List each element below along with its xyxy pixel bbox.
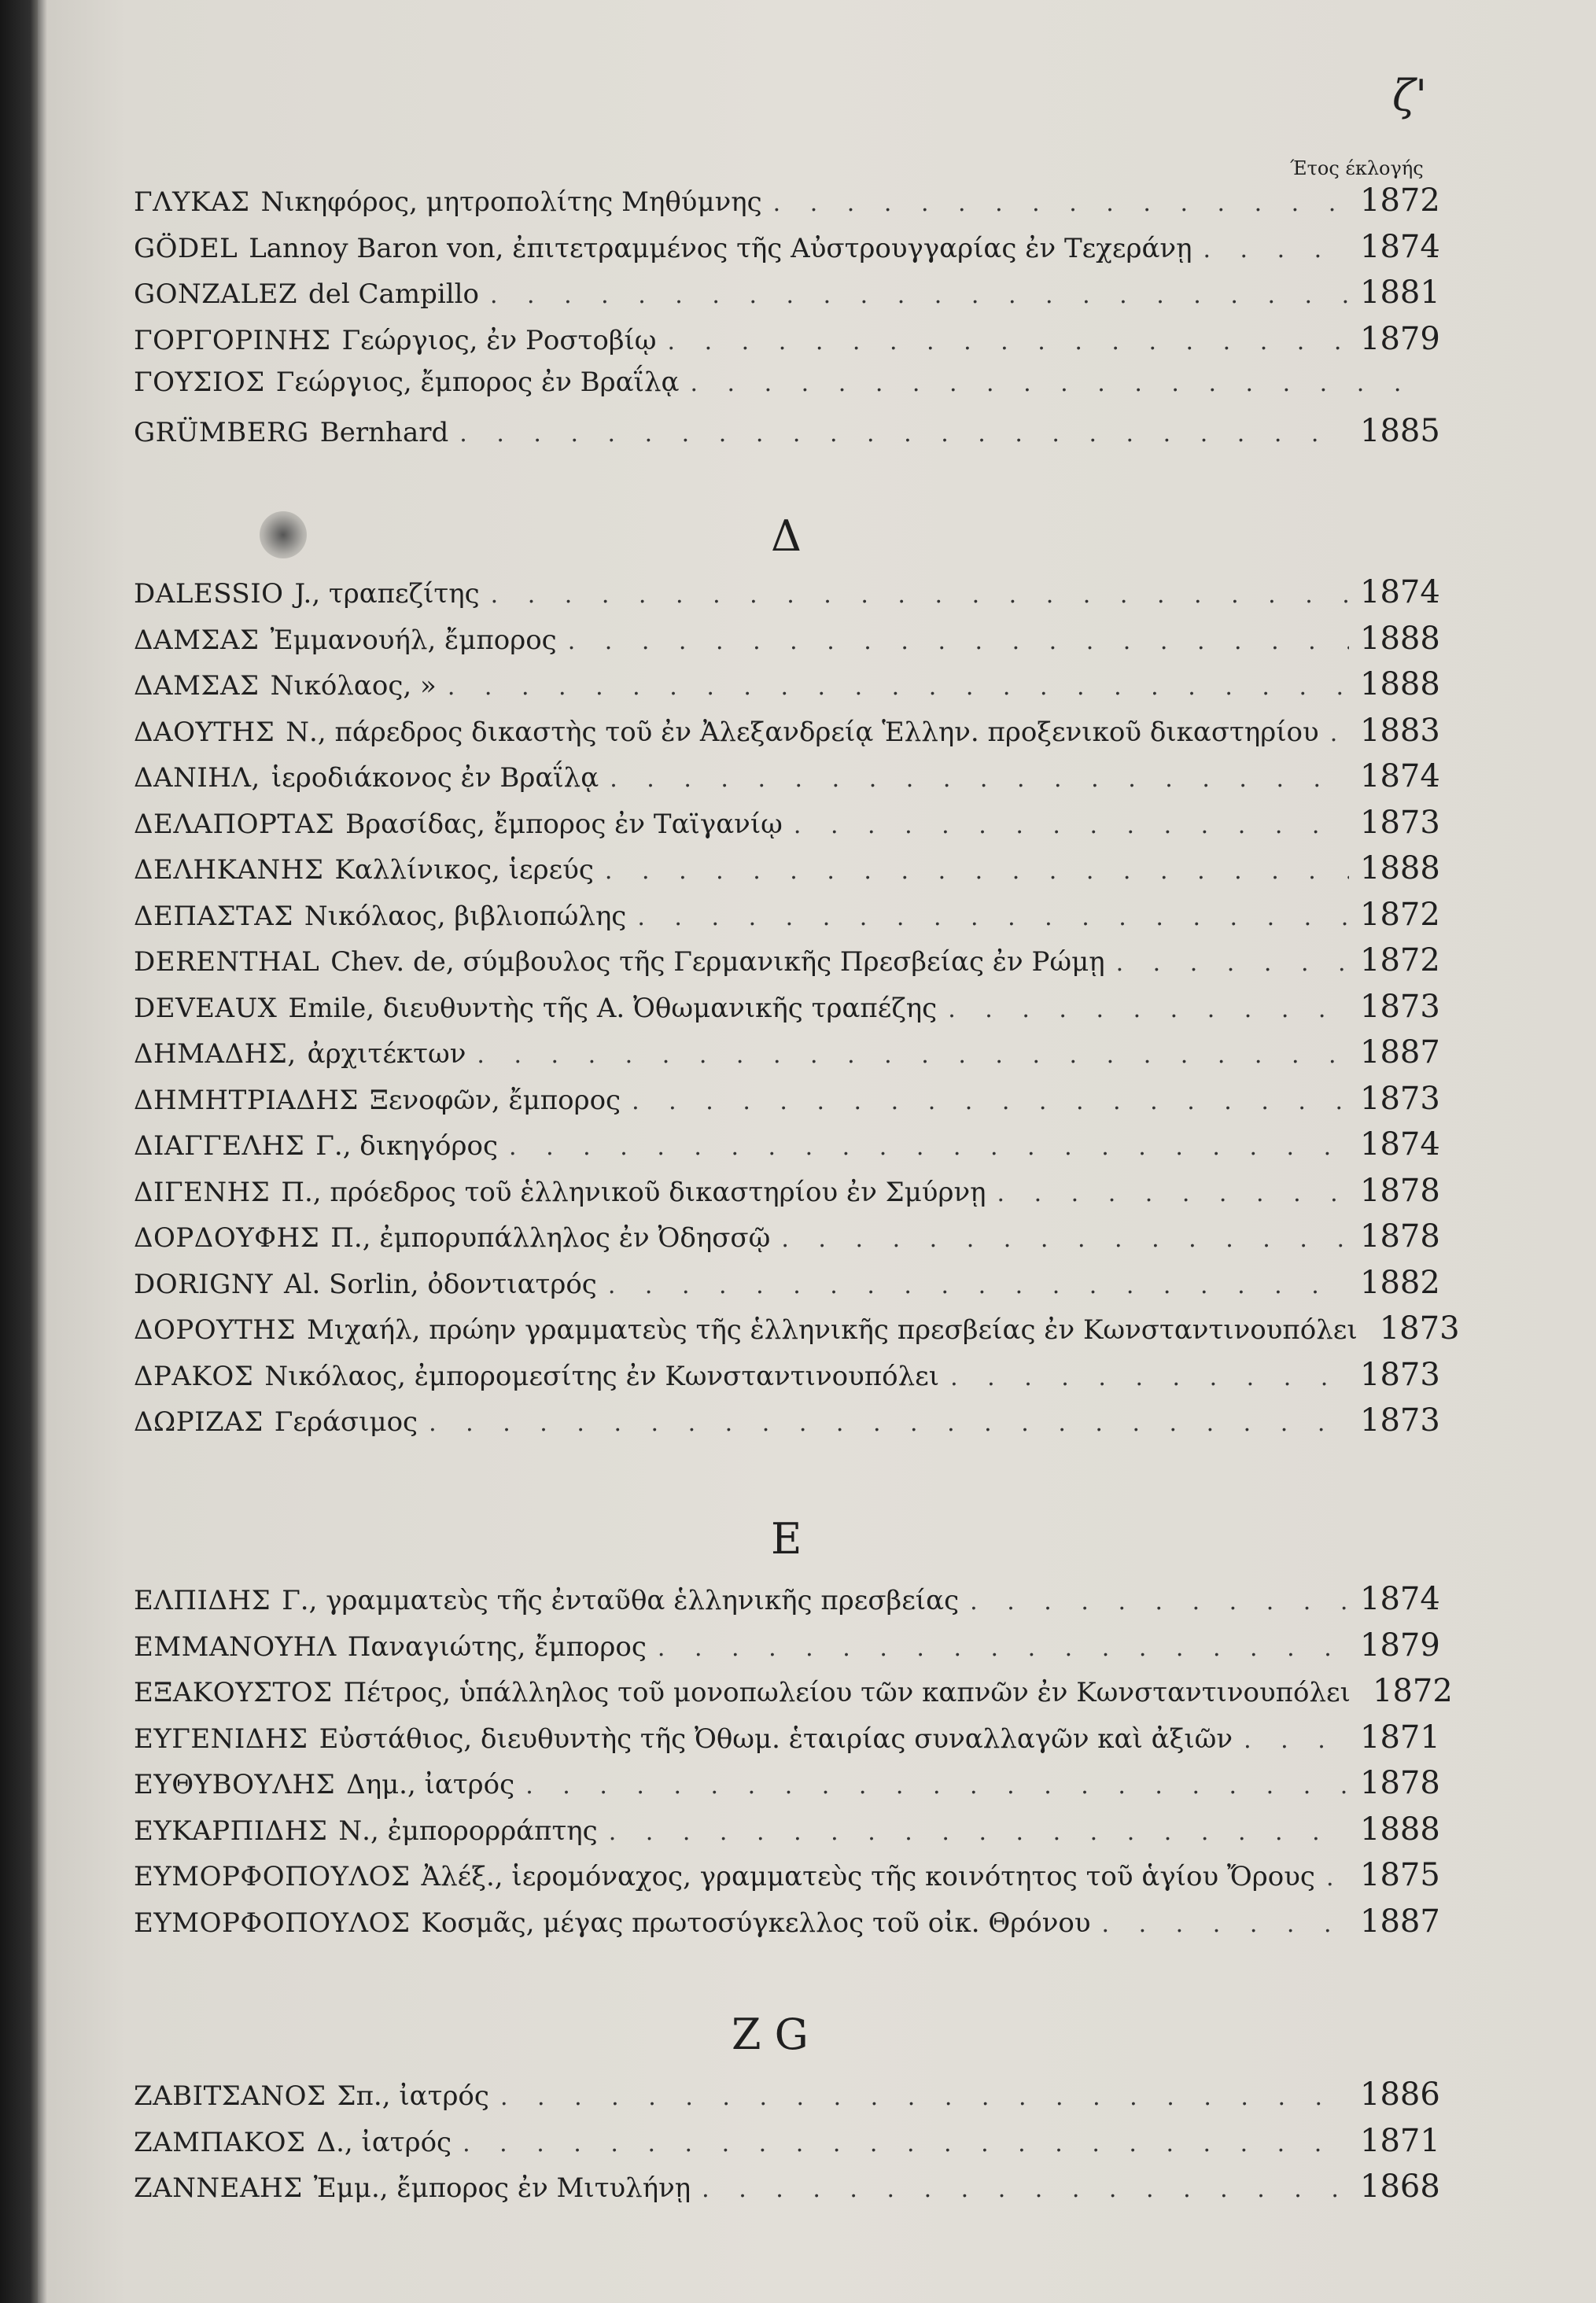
index-entry bbox=[134, 1357, 1439, 1402]
entry-name: ΔΗΜΑΔΗΣ, bbox=[134, 1038, 297, 1070]
index-entry bbox=[134, 229, 1439, 275]
leader-dots bbox=[1203, 236, 1349, 263]
leader-dots bbox=[448, 673, 1349, 701]
entry-name: ΔΗΜΗΤΡΙΑΔΗΣ bbox=[134, 1084, 359, 1116]
entry-year: 1881 bbox=[1360, 275, 1440, 311]
entry-year: 1883 bbox=[1360, 712, 1440, 749]
index-entry bbox=[134, 413, 1439, 459]
entry-description: Bernhard bbox=[319, 416, 449, 448]
entry-description: Π., πρόεδρος τοῦ ἑλληνικοῦ δικαστηρίου ἐν Σμύρνῃ bbox=[281, 1176, 986, 1208]
index-entry bbox=[134, 1903, 1439, 1949]
entry-name: ΔΩΡΙΖΑΣ bbox=[134, 1406, 264, 1438]
entry-description: Chev. de, σύμβουλος τῆς Γερμανικῆς Πρεσβείας ἐν Ρώμῃ bbox=[330, 946, 1105, 978]
index-entry bbox=[134, 1811, 1439, 1857]
entry-year: 1868 bbox=[1360, 2169, 1440, 2205]
entry-description: Νικόλαος, » bbox=[270, 670, 437, 702]
leader-dots bbox=[1102, 1911, 1349, 1938]
entry-year: 1886 bbox=[1360, 2076, 1440, 2113]
entry-name: ΔΕΛΑΠΟΡΤΑΣ bbox=[134, 808, 335, 840]
entry-name: ΔΟΡΟΥΤΗΣ bbox=[134, 1314, 296, 1346]
book-binding bbox=[0, 0, 38, 2303]
leader-dots bbox=[477, 1041, 1349, 1069]
index-entry bbox=[134, 989, 1439, 1034]
entry-year: 1888 bbox=[1360, 1811, 1440, 1848]
entry-year: 1887 bbox=[1360, 1903, 1440, 1940]
index-entry bbox=[134, 1765, 1439, 1811]
entry-year: 1882 bbox=[1360, 1264, 1440, 1301]
entry-description: Σπ., ἰατρός bbox=[337, 2080, 489, 2112]
entry-name: DORIGNY bbox=[134, 1268, 274, 1300]
entry-description: Al. Sorlin, ὀδοντιατρός bbox=[284, 1268, 597, 1300]
entry-description: Γεώργιος, ἔμπορος ἐν Βραΐλᾳ bbox=[275, 367, 680, 398]
entry-name: DALESSIO bbox=[134, 578, 284, 610]
entry-year: 1875 bbox=[1360, 1857, 1440, 1893]
entry-year: 1871 bbox=[1360, 1719, 1440, 1756]
index-entry bbox=[134, 182, 1439, 228]
page-number: ζ' bbox=[1392, 71, 1428, 120]
index-entry bbox=[134, 1173, 1439, 1218]
entry-name: ΕΛΠΙΔΗΣ bbox=[134, 1585, 271, 1616]
entry-year: 1885 bbox=[1360, 412, 1440, 449]
leader-dots bbox=[500, 2084, 1349, 2111]
entry-name: GÖDEL bbox=[134, 232, 238, 264]
entry-description: Δημ., ἰατρός bbox=[346, 1769, 515, 1800]
entry-description: Π., ἐμπορυπάλληλος ἐν Ὀδησσῷ bbox=[330, 1222, 771, 1254]
entry-description: Πέτρος, ὑπάλληλος τοῦ μονοπωλείου τῶν καπνῶν ἐν Κωνσταντινουπόλει bbox=[343, 1677, 1351, 1708]
entry-year: 1872 bbox=[1373, 1673, 1453, 1709]
entry-name: ΕΥΜΟΡΦΟΠΟΥΛΟΣ bbox=[134, 1861, 411, 1892]
entry-description: Παναγιώτης, ἔμπορος bbox=[347, 1631, 647, 1663]
entry-description: Γεράσιμος bbox=[274, 1406, 418, 1438]
index-entry bbox=[134, 2123, 1439, 2169]
leader-dots bbox=[509, 1133, 1349, 1161]
index-entry bbox=[134, 621, 1439, 666]
index-entry bbox=[134, 1034, 1439, 1080]
leader-dots bbox=[608, 1272, 1349, 1299]
entry-year: 1879 bbox=[1360, 1627, 1440, 1664]
entry-name: ΔΑΜΣΑΣ bbox=[134, 624, 260, 656]
entry-description: Βρασίδας, ἔμπορος ἐν Ταϊγανίῳ bbox=[345, 808, 783, 840]
entry-year: 1873 bbox=[1360, 1080, 1440, 1117]
leader-dots bbox=[1244, 1726, 1349, 1754]
index-entry bbox=[134, 1310, 1460, 1356]
ink-stain bbox=[260, 511, 307, 558]
entry-year: 1888 bbox=[1360, 620, 1440, 657]
index-entry bbox=[134, 1627, 1439, 1673]
year-column-header: Έτος έκλογής bbox=[1290, 157, 1424, 179]
entry-year: 1871 bbox=[1360, 2122, 1440, 2159]
entry-description: Καλλίνικος, ἱερεύς bbox=[334, 854, 594, 886]
leader-dots bbox=[781, 1225, 1349, 1253]
index-entry bbox=[134, 1673, 1453, 1719]
leader-dots bbox=[1326, 1864, 1349, 1892]
leader-dots bbox=[950, 1364, 1349, 1391]
index-entry bbox=[134, 1081, 1439, 1126]
index-entry bbox=[134, 275, 1439, 320]
entry-year: 1873 bbox=[1360, 1356, 1440, 1393]
entry-name: DEVEAUX bbox=[134, 992, 278, 1024]
leader-dots bbox=[1116, 949, 1349, 977]
leader-dots bbox=[794, 812, 1349, 839]
entry-description: ἀρχιτέκτων bbox=[307, 1038, 466, 1070]
entry-year: 1878 bbox=[1360, 1172, 1440, 1209]
index-entry bbox=[134, 1857, 1439, 1903]
entry-year: 1872 bbox=[1360, 942, 1440, 978]
index-entry bbox=[134, 942, 1439, 988]
leader-dots bbox=[429, 1409, 1349, 1437]
entry-year: 1873 bbox=[1360, 804, 1440, 841]
entry-year: 1887 bbox=[1360, 1034, 1440, 1070]
entry-description: Ἐμμ., ἔμπορος ἐν Μιτυλήνῃ bbox=[313, 2172, 691, 2204]
leader-dots bbox=[459, 420, 1349, 448]
index-entry bbox=[134, 367, 1439, 412]
index-entry bbox=[134, 1402, 1439, 1448]
leader-dots bbox=[773, 190, 1349, 217]
entry-year: 1874 bbox=[1360, 1581, 1440, 1617]
entry-description: Γεώργιος, ἐν Ροστοβίῳ bbox=[341, 324, 657, 356]
entry-name: ΕΜΜΑΝΟΥΗΛ bbox=[134, 1631, 337, 1663]
entry-name: ΓΟΥΣΙΟΣ bbox=[134, 367, 265, 398]
entry-description: Γ., δικηγόρος bbox=[315, 1130, 499, 1162]
entry-description: Νικόλαος, ἐμπορομεσίτης ἐν Κωνσταντινουπόλει bbox=[264, 1360, 940, 1392]
leader-dots bbox=[609, 1818, 1349, 1846]
entry-name: ΓΟΡΓΟΡΙΝΗΣ bbox=[134, 324, 331, 356]
entry-name: ΕΥΘΥΒΟΥΛΗΣ bbox=[134, 1769, 336, 1800]
leader-dots bbox=[568, 628, 1349, 655]
entry-year: 1878 bbox=[1360, 1765, 1440, 1801]
entry-description: Δ., ἰατρός bbox=[316, 2126, 452, 2158]
entry-description: Μιχαήλ, πρώην γραμματεὺς τῆς ἑλληνικῆς πρεσβείας ἐν Κωνσταντινουπόλει bbox=[307, 1314, 1358, 1346]
leader-dots bbox=[970, 1588, 1349, 1616]
entry-name: ΖΑΜΠΑΚΟΣ bbox=[134, 2126, 306, 2158]
index-entry bbox=[134, 758, 1439, 804]
entry-description: del Campillo bbox=[308, 278, 479, 310]
entry-year: 1874 bbox=[1360, 1126, 1440, 1163]
index-entry bbox=[134, 805, 1439, 850]
section-letter: Δ bbox=[771, 511, 802, 561]
index-entry bbox=[134, 850, 1439, 896]
index-entry bbox=[134, 1218, 1439, 1264]
entry-name: ΕΞΑΚΟΥΣΤΟΣ bbox=[134, 1677, 333, 1708]
leader-dots bbox=[491, 581, 1349, 609]
entry-year: 1872 bbox=[1360, 896, 1440, 933]
index-entry bbox=[134, 1581, 1439, 1627]
entry-year: 1888 bbox=[1360, 666, 1440, 702]
leader-dots bbox=[658, 1634, 1349, 1662]
index-entry bbox=[134, 1126, 1439, 1172]
entry-name: ΖΑΝΝΕΑΗΣ bbox=[134, 2172, 303, 2204]
entry-year: 1873 bbox=[1360, 988, 1440, 1025]
entry-description: Lannoy Baron von, ἐπιτετραμμένος τῆς Αὐστρουγγαρίας ἐν Τεχεράνῃ bbox=[249, 232, 1192, 264]
section-letter: Ε bbox=[771, 1514, 802, 1564]
entry-name: ΔΟΡΔΟΥΦΗΣ bbox=[134, 1222, 320, 1254]
entry-name: ΔΡΑΚΟΣ bbox=[134, 1360, 254, 1392]
index-entry bbox=[134, 321, 1439, 367]
entry-name: GRÜMBERG bbox=[134, 416, 309, 448]
entry-year: 1873 bbox=[1360, 1402, 1440, 1439]
section-letter: Z G bbox=[732, 2010, 809, 2059]
index-entry bbox=[134, 2169, 1439, 2214]
entry-description: ἱεροδιάκονος ἐν Βραΐλᾳ bbox=[271, 762, 599, 794]
entry-description: Κοσμᾶς, μέγας πρωτοσύγκελλος τοῦ οἰκ. Θρόνου bbox=[421, 1907, 1091, 1939]
entry-description: Ν., ἐμπορορράπτης bbox=[338, 1815, 598, 1847]
entry-name: ΕΥΜΟΡΦΟΠΟΥΛΟΣ bbox=[134, 1907, 411, 1939]
entry-name: ΔΕΠΑΣΤΑΣ bbox=[134, 900, 293, 932]
entry-year: 1873 bbox=[1379, 1310, 1460, 1347]
index-entry bbox=[134, 1719, 1439, 1765]
leader-dots bbox=[490, 282, 1349, 309]
leader-dots bbox=[690, 370, 1414, 397]
entry-year: 1874 bbox=[1360, 574, 1440, 610]
leader-dots bbox=[632, 1088, 1349, 1115]
entry-year: 1874 bbox=[1360, 228, 1440, 265]
index-entry bbox=[134, 897, 1439, 942]
entry-name: ΔΑΝΙΗΛ, bbox=[134, 762, 260, 794]
entry-description: J., τραπεζίτης bbox=[294, 578, 480, 610]
index-entry bbox=[134, 2076, 1439, 2122]
leader-dots bbox=[668, 328, 1349, 356]
entry-name: ΔΑΟΥΤΗΣ bbox=[134, 716, 275, 748]
leader-dots bbox=[1330, 720, 1349, 747]
leader-dots bbox=[702, 2176, 1349, 2203]
index-entry bbox=[134, 713, 1439, 758]
entry-name: DERENTHAL bbox=[134, 946, 320, 978]
entry-year: 1888 bbox=[1360, 850, 1440, 886]
entry-name: ΓΛΥΚΑΣ bbox=[134, 186, 250, 218]
leader-dots bbox=[610, 765, 1349, 793]
entry-name: ΔΑΜΣΑΣ bbox=[134, 670, 260, 702]
entry-name: GONZALEZ bbox=[134, 278, 297, 310]
leader-dots bbox=[948, 996, 1349, 1023]
entry-description: Ν., πάρεδρος δικαστὴς τοῦ ἐν Ἀλεξανδρείᾳ Ἑλλην. προξενικοῦ δικαστηρίου bbox=[286, 716, 1319, 748]
leader-dots bbox=[525, 1772, 1349, 1800]
leader-dots bbox=[605, 857, 1349, 885]
entry-description: Νικόλαος, βιβλιοπώλης bbox=[304, 900, 627, 932]
entry-year: 1872 bbox=[1360, 182, 1440, 219]
entry-name: ΕΥΚΑΡΠΙΔΗΣ bbox=[134, 1815, 328, 1847]
entry-description: Εὐστάθιος, διευθυντὴς τῆς Ὀθωμ. ἑταιρίας συναλλαγῶν καὶ ἀξιῶν bbox=[319, 1723, 1233, 1755]
entry-description: Ξενοφῶν, ἔμπορος bbox=[369, 1084, 621, 1116]
index-entry bbox=[134, 666, 1439, 712]
leader-dots bbox=[637, 904, 1349, 931]
entry-name: ΔΕΛΗΚΑΝΗΣ bbox=[134, 854, 324, 886]
leader-dots bbox=[463, 2130, 1349, 2157]
index-entry bbox=[134, 574, 1439, 620]
entry-description: Ἐμμανουήλ, ἔμπορος bbox=[270, 624, 557, 656]
entry-description: Νικηφόρος, μητροπολίτης Μηθύμνης bbox=[260, 186, 762, 218]
entry-name: ΖΑΒΙΤΣΑΝΟΣ bbox=[134, 2080, 326, 2112]
entry-name: ΔΙΑΓΓΕΛΗΣ bbox=[134, 1130, 305, 1162]
index-entry bbox=[134, 1265, 1439, 1310]
entry-description: Ἀλέξ., ἱερομόναχος, γραμματεὺς τῆς κοινότητος τοῦ ἁγίου Ὄρους bbox=[421, 1861, 1315, 1892]
entry-name: ΕΥΓΕΝΙΔΗΣ bbox=[134, 1723, 308, 1755]
entry-description: Γ., γραμματεὺς τῆς ἐνταῦθα ἑλληνικῆς πρεσβείας bbox=[282, 1585, 960, 1616]
entry-year: 1878 bbox=[1360, 1218, 1440, 1255]
leader-dots bbox=[997, 1180, 1350, 1207]
entry-year: 1879 bbox=[1360, 320, 1440, 357]
entry-name: ΔΙΓΕΝΗΣ bbox=[134, 1176, 271, 1208]
entry-year: 1874 bbox=[1360, 758, 1440, 794]
entry-description: Emile, διευθυντὴς τῆς Α. Ὀθωμανικῆς τραπέζης bbox=[288, 992, 938, 1024]
